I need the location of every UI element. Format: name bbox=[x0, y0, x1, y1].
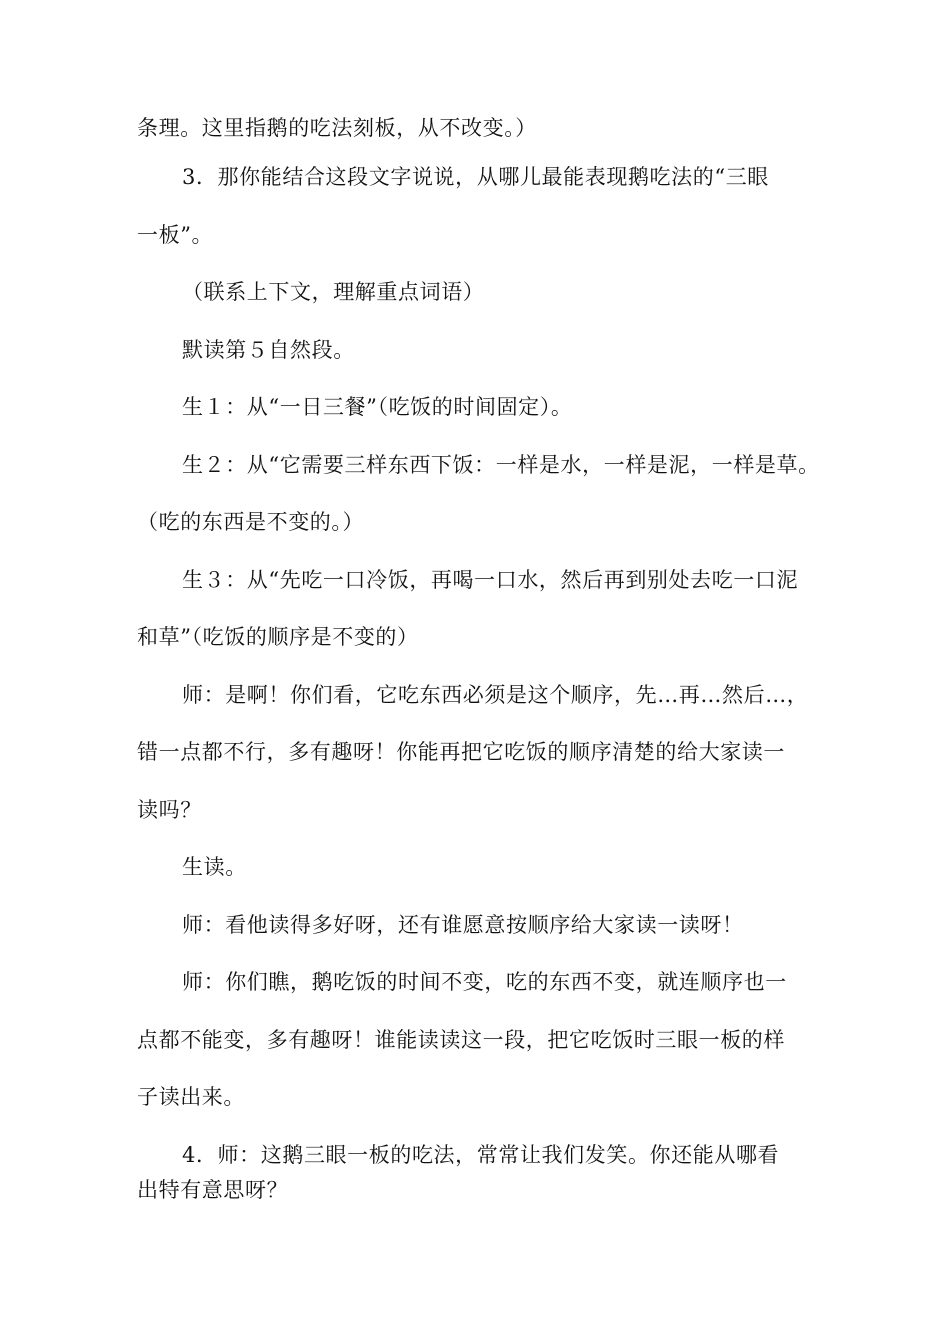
text-line: 默读第５自然段。 bbox=[182, 338, 355, 362]
text-line: 生３：从“先吃一口冷饭，再喝一口水，然后再到别处去吃一口泥 bbox=[182, 568, 799, 592]
text-line: 生读。 bbox=[182, 855, 247, 879]
text-line: 生２：从“它需要三样东西下饭：一样是水，一样是泥，一样是草。 bbox=[182, 453, 820, 477]
text-line: 和草”（吃饭的顺序是不变的） bbox=[137, 625, 419, 649]
text-line: 生１：从“一日三餐”（吃饭的时间固定）。 bbox=[182, 395, 573, 419]
text-line: 条理。这里指鹅的吃法刻板，从不改变。） bbox=[137, 116, 537, 140]
text-line: 错一点都不行，多有趣呀！你能再把它吃饭的顺序清楚的给大家读一 bbox=[137, 740, 785, 764]
text-line: （吃的东西是不变的。） bbox=[137, 510, 365, 534]
text-line: 出特有意思呀？ bbox=[137, 1178, 289, 1202]
text-line: 师：你们瞧，鹅吃饭的时间不变，吃的东西不变，就连顺序也一 bbox=[182, 970, 787, 994]
text-line: 子读出来。 bbox=[137, 1085, 245, 1109]
text-line: 师：是啊！你们看，它吃东西必须是这个顺序，先…再…然后…， bbox=[182, 683, 809, 707]
text-line: 4．师：这鹅三眼一板的吃法，常常让我们发笑。你还能从哪看 bbox=[182, 1143, 780, 1167]
text-line: 点都不能变，多有趣呀！谁能读读这一段，把它吃饭时三眼一板的样 bbox=[137, 1028, 785, 1052]
text-line: 一板”。 bbox=[137, 223, 214, 247]
text-line: （联系上下文，理解重点词语） bbox=[182, 280, 485, 304]
text-line: 读吗？ bbox=[137, 798, 202, 822]
text-line: 3．那你能结合这段文字说说，从哪儿最能表现鹅吃法的“三眼 bbox=[182, 165, 769, 189]
text-line: 师：看他读得多好呀，还有谁愿意按顺序给大家读一读呀！ bbox=[182, 913, 744, 937]
